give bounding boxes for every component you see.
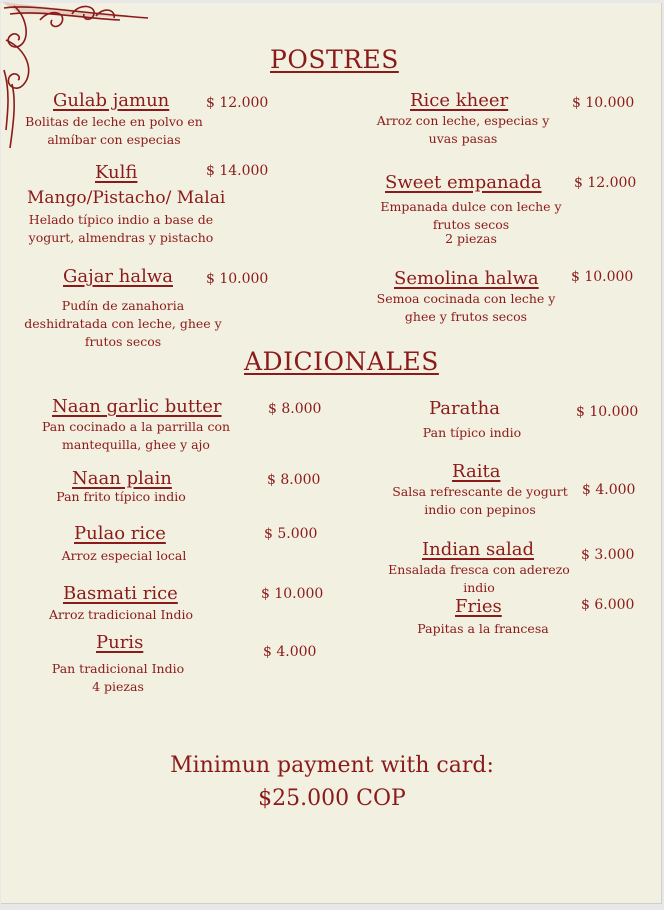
payment-note: Minimun payment with card: [170, 753, 494, 778]
item-name-raita: Raita [452, 461, 501, 482]
item-price-pulao-rice: $ 5.000 [264, 526, 318, 542]
section-title-postres: POSTRES [270, 45, 399, 74]
item-desc-sweet-empanada: Empanada dulce con leche y frutos secos [380, 199, 562, 232]
minimum-amount: $25.000 COP [258, 786, 406, 811]
item-desc-naan-garlic-butter: Pan cocinado a la parrilla con mantequilla, ghee y ajo [41, 419, 231, 452]
item-note-sweet-empanada: 2 piezas [445, 231, 497, 246]
item-name-gajar-halwa: Gajar halwa [63, 266, 173, 287]
item-price-sweet-empanada: $ 12.000 [574, 175, 637, 191]
item-price-naan-garlic-butter: $ 8.000 [268, 401, 322, 417]
item-name-semolina-halwa: Semolina halwa [394, 268, 539, 289]
item-price-puris: $ 4.000 [263, 644, 317, 660]
item-name-kulfi: Kulfi [95, 162, 138, 183]
item-name-rice-kheer: Rice kheer [410, 90, 509, 111]
item-price-fries: $ 6.000 [581, 597, 635, 613]
item-desc-puris: Pan tradicional Indio [51, 661, 185, 676]
item-desc-rice-kheer: Arroz con leche, especias y uvas pasas [376, 113, 550, 146]
item-desc-fries: Papitas a la francesa [417, 621, 549, 636]
item-name-basmati-rice: Basmati rice [63, 583, 178, 604]
item-variants-kulfi: Mango/Pistacho/ Malai [27, 188, 226, 208]
item-price-rice-kheer: $ 10.000 [572, 95, 635, 111]
item-name-naan-garlic-butter: Naan garlic butter [52, 396, 222, 417]
item-name-paratha: Paratha [429, 398, 500, 419]
item-name-puris: Puris [96, 632, 144, 653]
item-price-naan-plain: $ 8.000 [267, 472, 321, 488]
item-name-fries: Fries [455, 596, 502, 617]
item-desc-raita: Salsa refrescante de yogurt indio con pepinos [392, 484, 568, 517]
item-desc-semolina-halwa: Semoa cocinada con leche y ghee y frutos secos [376, 291, 556, 324]
item-name-gulab-jamun: Gulab jamun [53, 90, 170, 111]
item-desc-naan-plain: Pan frito típico indio [56, 489, 186, 504]
item-note-puris: 4 piezas [92, 679, 144, 694]
item-price-kulfi: $ 14.000 [206, 163, 269, 179]
item-price-raita: $ 4.000 [582, 482, 636, 498]
item-name-indian-salad: Indian salad [422, 539, 535, 560]
item-desc-kulfi: Helado típico indio a base de yogurt, almendras y pistacho [28, 212, 214, 245]
item-price-gulab-jamun: $ 12.000 [206, 95, 269, 111]
item-desc-gulab-jamun: Bolitas de leche en polvo en almíbar con especias [25, 114, 203, 147]
item-name-pulao-rice: Pulao rice [74, 523, 166, 544]
item-price-paratha: $ 10.000 [576, 404, 639, 420]
item-price-basmati-rice: $ 10.000 [261, 586, 324, 602]
item-desc-basmati-rice: Arroz tradicional Indio [48, 607, 194, 622]
item-desc-paratha: Pan típico indio [422, 425, 522, 440]
item-desc-gajar-halwa: Pudín de zanahoria deshidratada con leche, ghee y frutos secos [24, 298, 222, 349]
item-desc-indian-salad: Ensalada fresca con aderezo indio [388, 562, 570, 595]
item-desc-pulao-rice: Arroz especial local [61, 548, 187, 563]
item-price-indian-salad: $ 3.000 [581, 547, 635, 563]
item-price-semolina-halwa: $ 10.000 [571, 269, 634, 285]
item-name-sweet-empanada: Sweet empanada [385, 172, 542, 193]
section-title-adicionales: ADICIONALES [244, 347, 439, 376]
item-price-gajar-halwa: $ 10.000 [206, 271, 269, 287]
item-name-naan-plain: Naan plain [72, 468, 172, 489]
